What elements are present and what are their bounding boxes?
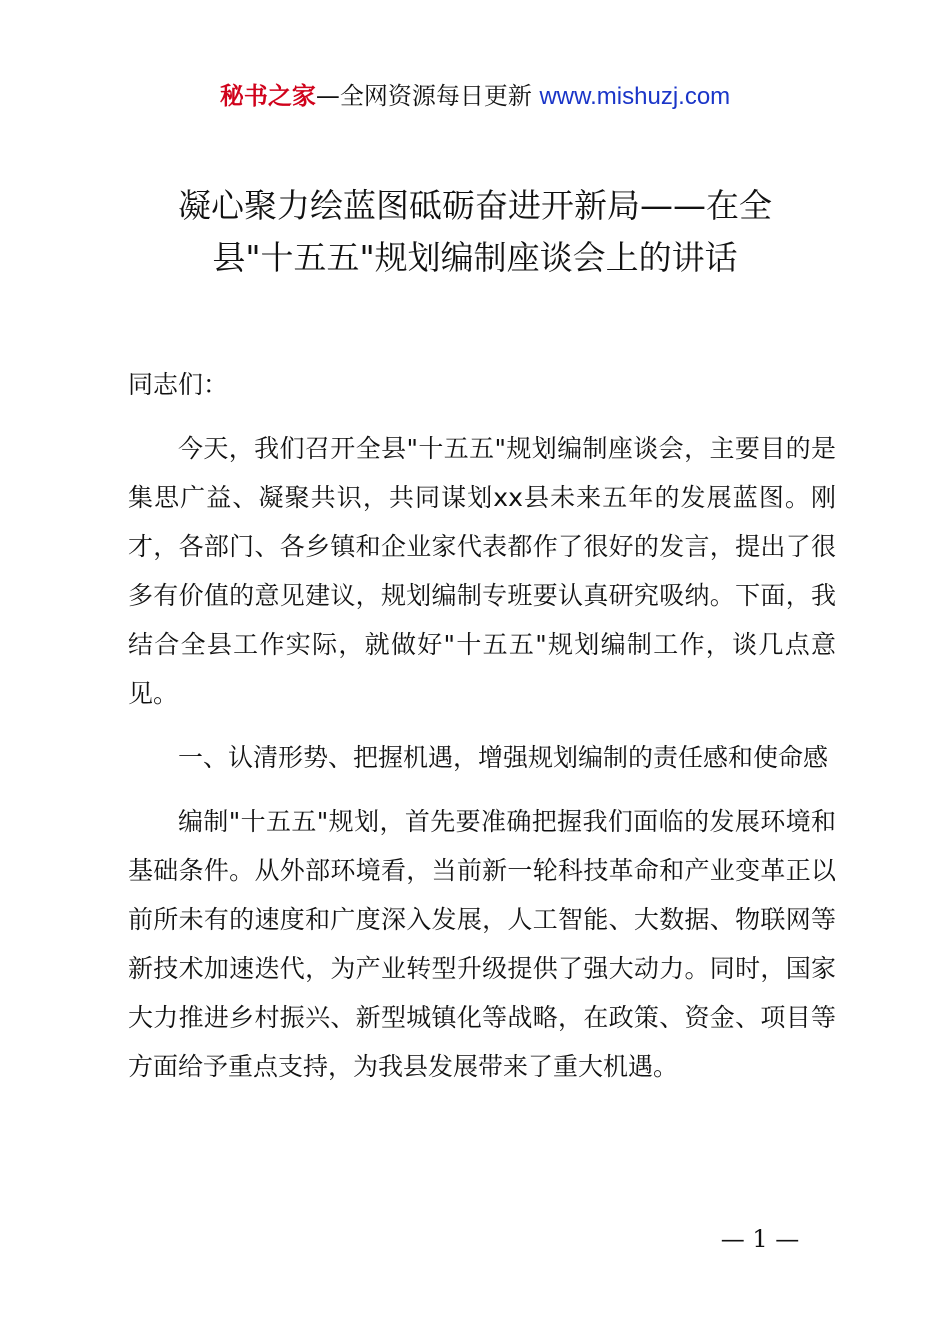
header-tagline: —全网资源每日更新 — [315, 82, 532, 110]
site-url-link[interactable]: www.mishuzj.com — [539, 83, 731, 110]
page-number: — 1 — — [720, 1225, 800, 1253]
title-line-1: 凝心聚力绘蓝图砥砺奋进开新局——在全 — [178, 186, 772, 225]
section-heading-1: 一、认清形势、把握机遇，增强规划编制的责任感和使命感 — [178, 743, 829, 772]
brand-name: 秘书之家 — [219, 82, 316, 110]
paragraph-section-1: 编制"十五五"规划，首先要准确把握我们面临的发展环境和基础条件。从外部环境看，当前新一轮科技革命和产业变革正以前所未有的速度和广度深入发展，人工智能、大数据、物联网等新技术加速迭代，为产业转型升级提供了强大动力。同时，国家大力推进乡村振兴、新型城镇化等战略，在政策、资金、项目等方面给予重点支持，为我县发展带来了重大机遇。 — [128, 807, 836, 1081]
title-line-2: 县"十五五"规划编制座谈会上的讲话 — [212, 238, 738, 277]
document-body — [128, 360, 836, 1106]
paragraph-intro: 今天，我们召开全县"十五五"规划编制座谈会，主要目的是集思广益、凝聚共识，共同谋划xx县未来五年的发展蓝图。刚才，各部门、各乡镇和企业家代表都作了很好的发言，提出了很多有价值的意见建议，规划编制专班要认真研究吸纳。下面，我结合全县工作实际，就做好"十五五"规划编制工作，谈几点意见。 — [128, 434, 836, 708]
salutation: 同志们： — [128, 370, 229, 399]
document-title — [60, 180, 890, 284]
site-header — [0, 78, 950, 115]
